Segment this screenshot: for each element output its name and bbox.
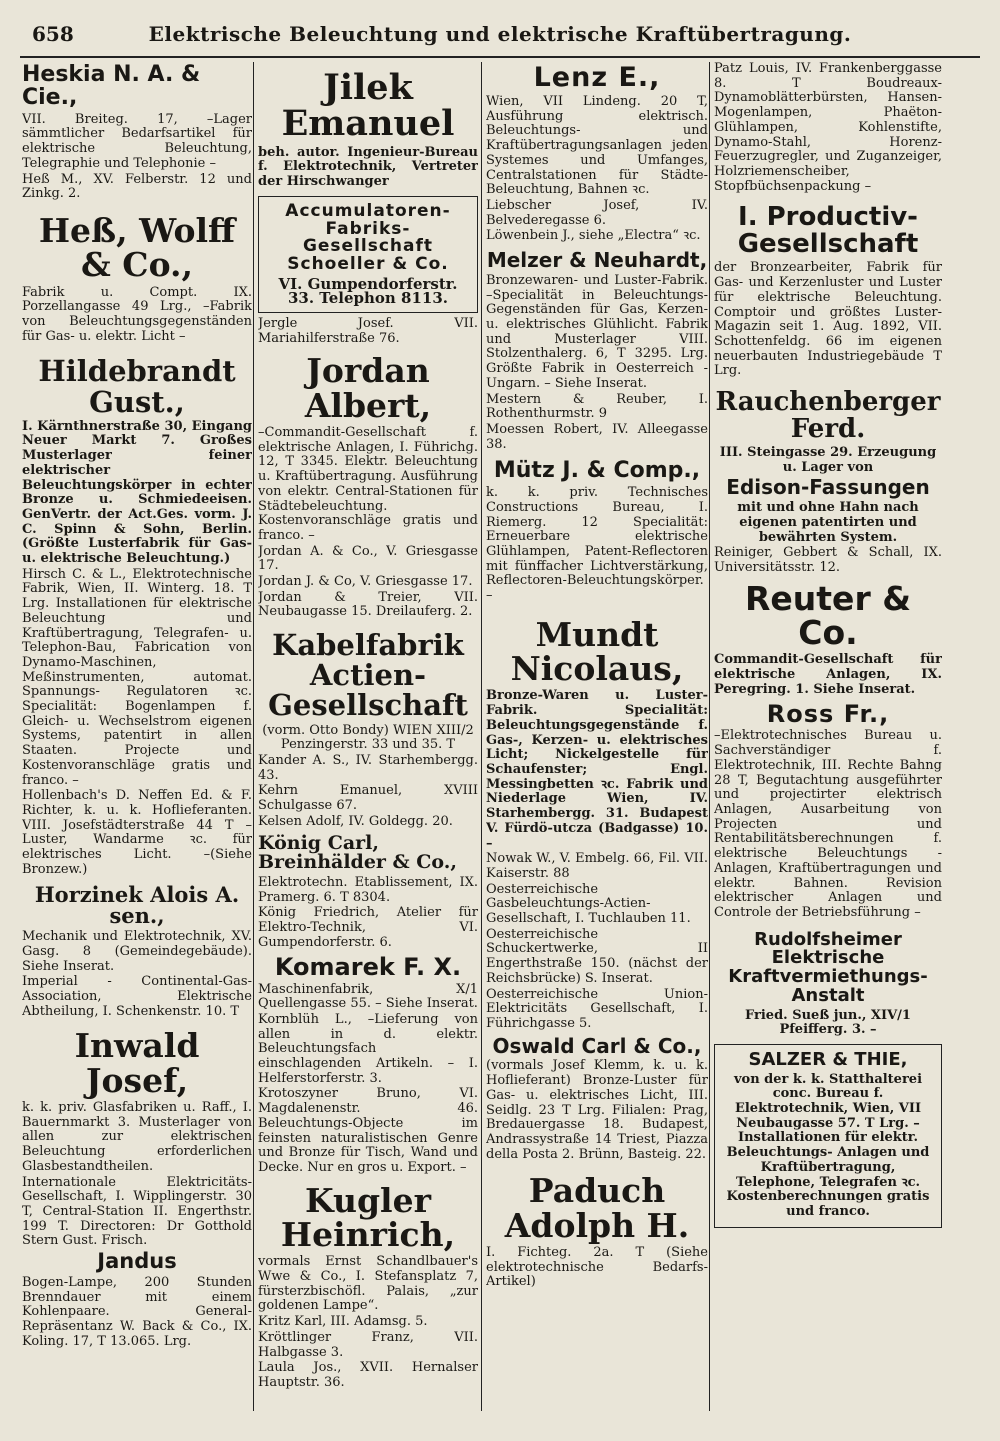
entry: Hirsch C. & L., Elektrotechnische Fabrik, Wien, II. Winterg. 18. T Lrg. Installationen für elektrische Beleuchtung und Kraftübertragung, Telegrafen- u. Telephon-Bau, Fabrication von Dynamo-Maschinen, Meßinstrumenten, automat. Spannungs- Regulatoren ꝛc. Specialität: Bogenlampen f. Gleich- u. Wechselstrom eigenen Systems, patentirt in allen Staaten. Projecte und Kostenvoranschläge gratis und franco. – — [22, 566, 252, 788]
entry: Patz Louis, IV. Frankenberggasse 8. T Boudreaux-Dynamoblätterbürsten, Hansen-Mogenlampen, Phaëton-Glühlampen, Kohlenstifte, Dynamo-Stahl, Horenz-Feuerzugregler, und Zuganzeiger, Holzriemenscheiber, Stopfbüchsenpackung – — [714, 62, 942, 194]
entry: I. Fichteg. 2a. T (Siehe elektrotechnische Bedarfs-Artikel) — [486, 1244, 708, 1290]
entry-heading: Jordan Albert, — [304, 351, 432, 425]
column-rule — [709, 62, 710, 1411]
entry-heading: Mundt Nicolaus, — [510, 614, 684, 689]
company-address: VI. Gumpendorferstr. 33. Telephon 8113. — [278, 274, 458, 308]
entry-heading: Kugler Heinrich, — [280, 1180, 456, 1254]
entry: Commandit-Gesellschaft für elektrische Anlagen, IX. Peregring. 1. Siehe Inserat. — [714, 652, 942, 697]
entry-heading: Edison-Fassungen — [726, 475, 930, 500]
entry-heading: Jandus — [97, 1249, 177, 1274]
company-name: Accumulatoren-Fabriks-Gesellschaft Schoeller & Co. — [285, 200, 451, 274]
running-title: Elektrische Beleuchtung und elektrische Kraftübertragung. — [148, 22, 852, 46]
entry-heading: Horzinek Alois A. sen., — [34, 881, 240, 929]
entry: Mechanik und Elektrotechnik, XV. Gasg. 8 (Gemeindegebäude). Siehe Inserat. — [22, 929, 252, 974]
entry-heading: Komarek F. X. — [274, 952, 462, 981]
entry: III. Steingasse 29. Erzeugung u. Lager von — [719, 445, 937, 475]
column-3 — [486, 62, 708, 1427]
entry: Kander A. S., IV. Starhembergg. 43. — [258, 753, 478, 783]
entry: Wien, VII Lindeng. 20 T, Ausführung elektrisch. Beleuchtungs- und Kraftübertragungsanlagen jeden Systemes und Umfanges, Centralstationen für Städte-Beleuchtung, Bahnen ꝛc. — [486, 94, 708, 198]
entry-heading: Jilek Emanuel — [281, 67, 455, 145]
column-2 — [258, 62, 478, 1427]
entry: Jergle Josef. VII. Mariahilferstraße 76. — [258, 315, 478, 346]
entry: Kröttlinger Franz, VII. Halbgasse 3. — [258, 1329, 478, 1360]
entry: k. k. priv. Glasfabriken u. Raff., I. Bauernmarkt 3. Musterlager von allen zur elektrischen Beleuchtung erforderlichen Glasbestandtheilen. — [22, 1100, 252, 1174]
entry: Imperial - Continental-Gas-Association, Elektrische Abtheilung, I. Schenkenstr. 10. T — [22, 974, 252, 1019]
entry-heading: Lenz E., — [533, 62, 661, 93]
entry: vormals Ernst Schandlbauer's Wwe & Co., I. Stefansplatz 7, fürsterzbischöfl. Palais, „zur goldenen Lampe“. — [258, 1254, 478, 1314]
entry: k. k. priv. Technisches Constructions Bureau, I. Riemerg. 12 Specialität: Erneuerbare elektrische Glühlampen, Patent-Reflectoren mit fünffacher Lichtverstärkung, Reflectoren-Beleuchtungskörper. – — [486, 485, 708, 604]
page-header — [20, 18, 980, 54]
entry: Bronze-Waren u. Luster-Fabrik. Specialität: Beleuchtungsgegenstände f. Gas-, Kerzen- u. elektrisches Licht; Nickelgestelle für Schaufenster; Engl. Messingbetten ꝛc. Fabrik und Niederlage Wien, IV. Starhembergg. 31. Budapest V. Fürdö-utcza (Badgasse) 10. – — [486, 688, 708, 851]
entry: Moessen Robert, IV. Alleegasse 38. — [486, 421, 708, 452]
column-4 — [714, 62, 942, 1427]
entry: König Friedrich, Atelier für Elektro-Technik, VI. Gumpendorferstr. 6. — [258, 905, 478, 950]
entry: beh. autor. Ingenieur-Bureau f. Elektrotechnik, Vertreter der Hirschwanger — [258, 144, 478, 190]
entry: Mestern & Reuber, I. Rothenthurmstr. 9 — [486, 391, 708, 422]
entry-heading: Kabelfabrik Actien-Gesellschaft — [268, 628, 468, 723]
entry: (vormals Josef Klemm, k. u. k. Hoflieferant) Bronze-Luster für Gas- u. elektrisches Licht, III. Seidlg. 23 T Lrg. Filialen: Prag, Bredauergasse 18. Budapest, Andrassystraße 14 Triest, Piazza della Posta 2. Brünn, Basteig. 22. — [486, 1058, 708, 1162]
entry-heading: Heskia N. A. & Cie., — [22, 62, 201, 110]
entry: Internationale Elektricitäts-Gesellschaft, I. Wipplingerstr. 30 T, Central-Station II. Engerthstr. 199 T. Directoren: Dr Gotthold Stern Gust. Frisch. — [22, 1174, 252, 1249]
entry: von der k. k. Statthalterei conc. Bureau f. Elektrotechnik, Wien, VII Neubaugasse 57. T Lrg. –Installationen für elektr. Beleuchtungs- Anlagen und Kraftübertragung, Telephone, Telegrafen ꝛc. Kostenberechnungen gratis und franco. — [726, 1071, 930, 1219]
entry: (vorm. Otto Bondy) WIEN XIII/2 Penzingerstr. 33 und 35. T — [262, 722, 474, 753]
entry-heading: Paduch Adolph H. — [504, 1171, 690, 1245]
entry: Jordan & Treier, VII. Neubaugasse 15. Dreilauferg. 2. — [258, 589, 478, 620]
page-number: 658 — [32, 22, 74, 46]
entry: Oesterreichische Union-Elektricitäts Gesellschaft, I. Führichgasse 5. — [486, 986, 708, 1031]
company-name: SALZER & THIE, — [748, 1048, 908, 1070]
entry-heading: Reuter & Co. — [745, 578, 911, 653]
entry: Bronzewaren- und Luster-Fabrik. –Specialität in Beleuchtungs-Gegenständen für Gas, Kerzen- u. elektrisches Glühlicht. Fabrik und Musterlager VIII. Stolzenthalerg. 6, T 3295. Lrg. Größte Fabrik in Oesterreich - Ungarn. – Siehe Inserat. — [486, 272, 708, 391]
entry: I. Kärnthnerstraße 30, Eingang Neuer Markt 7. Großes Musterlager feiner elektrischer Beleuchtungskörper in echter Bronze u. Schmiedeeisen. GenVertr. der Act.Ges. vorm. J. C. Spinn & Sohn, Berlin. (Größte Lusterfabrik für Gas- u. elektrische Beleuchtung.) — [22, 418, 252, 567]
entry-heading: Melzer & Neuhardt, — [486, 248, 708, 273]
entry: Kelsen Adolf, IV. Goldegg. 20. — [258, 813, 453, 829]
entry: Bogen-Lampe, 200 Stunden Brenndauer mit einem Kohlenpaare. General-Repräsentanz W. Back & Co., IX. Koling. 17, T 13.065. Lrg. — [22, 1274, 252, 1349]
entry: Jordan J. & Co, V. Griesgasse 17. — [258, 574, 473, 590]
entry: Löwenbein J., siehe „Electra“ ꝛc. — [486, 228, 701, 244]
entry: Kornblüh L., –Lieferung von allen in d. elektr. Beleuchtungsfach einschlagenden Artikeln. – I. Helferstorferstr. 3. — [258, 1011, 478, 1086]
column-rule — [253, 62, 254, 1411]
entry: der Bronzearbeiter, Fabrik für Gas- und Kerzenluster und Luster für elektrische Beleuchtung. Comptoir und größtes Luster-Magazin seit 1. Aug. 1892, VII. Schottenfeldg. 66 im eigenen neuerbauten Industriegebäude T Lrg. — [714, 260, 942, 379]
entry-heading: I. Productiv-Gesellschaft — [737, 202, 919, 260]
entry: Laula Jos., XVII. Hernalser Hauptstr. 36. — [258, 1360, 478, 1390]
entry: Jordan A. & Co., V. Griesgasse 17. — [258, 543, 478, 574]
column-rule — [481, 62, 482, 1411]
entry: Krotoszyner Bruno, VI. Magdalenenstr. 46. Beleuchtungs-Objecte im feinsten naturalistischen Genre und Bronze für Tisch, Wand und Decke. Nur en gros u. Export. – — [258, 1086, 478, 1175]
entry-heading: Ross Fr., — [766, 699, 890, 728]
entry-heading: Rauchenberger Ferd. — [715, 387, 941, 445]
entry: Elektrotechn. Etablissement, IX. Pramerg. 6. T 8304. — [258, 875, 478, 905]
entry: –Commandit-Gesellschaft f. elektrische Anlagen, I. Führichg. 12, T 3345. Elektr. Beleuchtung u. Kraftübertragung. Ausführung von elektr. Central-Stationen für Städtebeleuchtung. Kostenvoranschläge gratis und franco. – — [258, 425, 478, 543]
entry: VII. Breiteg. 17, –Lager sämmtlicher Bedarfsartikel für elektrische Beleuchtung, Telegraphie und Telephonie – — [22, 111, 252, 171]
header-rule — [20, 56, 980, 58]
entry: –Elektrotechnisches Bureau u. Sachverständiger f. Elektrotechnik, III. Rechte Bahng 28 T, Begutachtung ausgeführter und projectirter elektrisch Anlagen, Ausarbeitung von Projecten und Rentabilitätsberechnungen f. elektrische Beleuchtungs - Anlagen, Kraftübertragungen und elektr. Bahnen. Revision elektrischer Anlagen und Controle der Betriebsführung – — [714, 728, 942, 920]
entry-heading: Rudolfsheimer Elektrische Kraftvermiethungs-Anstalt — [728, 928, 928, 1006]
entry: Nowak W., V. Embelg. 66, Fil. VII. Kaiserstr. 88 — [486, 851, 708, 881]
entry-heading: Inwald Josef, — [74, 1026, 200, 1100]
entry-heading: Heß, Wolff & Co., — [38, 210, 236, 285]
entry: mit und ohne Hahn nach eigenen patentirten und bewährten System. — [737, 500, 919, 545]
entry-heading: Hildebrandt Gust., — [38, 354, 236, 419]
entry-heading: Oswald Carl & Co., — [492, 1033, 702, 1058]
entry: Fried. Sueß jun., XIV/1 Pfeifferg. 3. – — [745, 1007, 911, 1038]
entry-heading: Mütz J. & Comp., — [493, 458, 701, 484]
entry: Reiniger, Gebbert & Schall, IX. Universitätsstr. 12. — [714, 545, 942, 576]
entry: Heß M., XV. Felberstr. 12 und Zinkg. 2. — [22, 171, 252, 202]
advertisement-box — [714, 1044, 942, 1228]
entry: Kehrn Emanuel, XVIII Schulgasse 67. — [258, 783, 478, 814]
entry-heading: König Carl, Breinhälder & Co., — [258, 831, 457, 874]
entry: Hollenbach's D. Neffen Ed. & F. Richter, k. u. k. Hoflieferanten. VIII. Josefstädterstraße 44 T –Luster, Wandarme ꝛc. für elektrisches Licht. –(Siehe Bronzew.) — [22, 788, 252, 877]
advertisement-box — [258, 196, 478, 313]
entry: Kritz Karl, III. Adamsg. 5. — [258, 1314, 428, 1330]
entry: Liebscher Josef, IV. Belvederegasse 6. — [486, 198, 708, 228]
entry: Oesterreichische Gasbeleuchtungs-Actien-Gesellschaft, I. Tuchlauben 11. — [486, 881, 691, 927]
column-1 — [22, 62, 252, 1427]
entry: Oesterreichische Schuckertwerke, II Engerthstraße 150. (nächst der Reichsbrücke) S. Inserat. — [486, 926, 708, 986]
entry: Maschinenfabrik, X/1 Quellengasse 55. – Siehe Inserat. — [258, 981, 478, 1012]
entry: Fabrik u. Compt. IX. Porzellangasse 49 Lrg., –Fabrik von Beleuchtungsgegenständen für Gas- u. elektr. Licht – — [22, 284, 252, 344]
